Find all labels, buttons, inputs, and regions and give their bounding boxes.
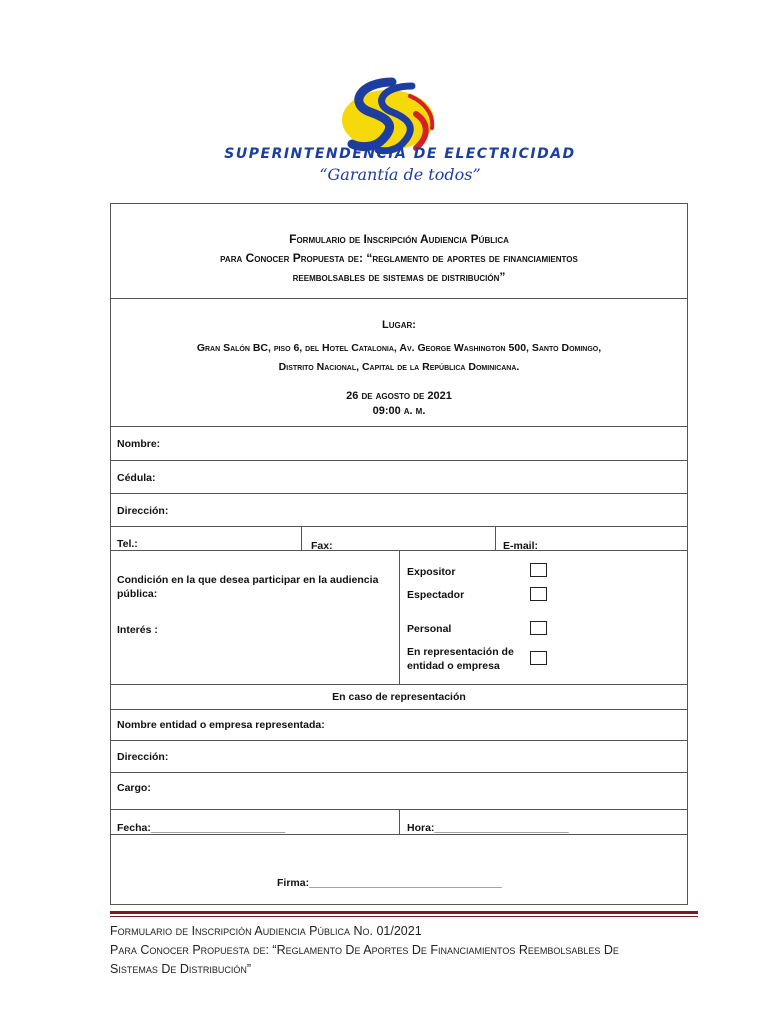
form-title-line3: reembolsables de sistemas de distribución” — [292, 270, 506, 284]
organization-name: SUPERINTENDENCIA DE ELECTRICIDAD — [224, 146, 576, 162]
cargo-field[interactable]: Cargo: — [117, 782, 151, 794]
expositor-option-label: Expositor — [407, 566, 456, 578]
event-time-text: 09:00 a. m. — [372, 405, 426, 417]
espectador-checkbox[interactable] — [530, 587, 547, 601]
representation-heading: En caso de representación — [332, 691, 466, 703]
divider — [111, 298, 687, 299]
representacion-option-label: En representación de entidad o empresa — [407, 646, 514, 672]
fax-field[interactable]: Fax: — [311, 540, 333, 552]
form-title — [111, 230, 687, 287]
cedula-field[interactable]: Cédula: — [117, 472, 156, 484]
nombre-field[interactable]: Nombre: — [117, 438, 161, 450]
venue-line2: Distrito Nacional, Capital de la República Dominicana. — [278, 361, 520, 373]
venue-label: Lugar: — [382, 319, 416, 331]
divider — [111, 684, 687, 685]
form-title-line1: Formulario de Inscripción Audiencia Pública — [289, 232, 509, 246]
divider — [111, 834, 687, 835]
divider — [495, 526, 496, 550]
personal-checkbox[interactable] — [530, 621, 547, 635]
direccion-field[interactable]: Dirección: — [117, 505, 169, 517]
entity-direccion-field[interactable]: Dirección: — [117, 751, 169, 763]
entity-name-field[interactable]: Nombre entidad o empresa representada: — [117, 719, 325, 731]
footer — [110, 922, 700, 979]
fecha-field[interactable]: Fecha:_______________________ — [117, 822, 286, 834]
divider — [111, 493, 687, 494]
divider — [111, 772, 687, 773]
event-date-text: 26 de agosto de 2021 — [346, 390, 452, 402]
venue-section — [111, 316, 687, 377]
form-title-line2: para Conocer Propuesta de: “reglamento de aportes de financiamientos — [220, 251, 578, 265]
tel-field[interactable]: Tel.: — [117, 538, 138, 550]
registration-form — [110, 203, 688, 905]
event-date — [111, 389, 687, 419]
superintendencia-logo-icon — [330, 74, 450, 156]
divider — [111, 709, 687, 710]
representacion-checkbox[interactable] — [530, 651, 547, 665]
divider — [111, 426, 687, 427]
divider — [111, 526, 687, 527]
signature-section — [110, 809, 688, 905]
firma-field[interactable]: Firma:_________________________________ — [277, 877, 502, 889]
condicion-label: Condición en la que desea participar en la audiencia pública: — [117, 574, 379, 600]
divider — [111, 460, 687, 461]
footer-rule — [110, 911, 698, 914]
footer-line1: Formulario de Inscripción Audiencia Pública No. 01/2021 — [110, 924, 422, 938]
divider — [399, 810, 400, 834]
interes-label: Interés : — [117, 624, 158, 636]
divider — [111, 740, 687, 741]
organization-tagline: “Garantía de todos” — [319, 165, 481, 184]
divider — [399, 550, 400, 684]
espectador-option-label: Espectador — [407, 589, 465, 601]
expositor-checkbox[interactable] — [530, 563, 547, 577]
email-field[interactable]: E-mail: — [503, 540, 539, 552]
personal-option-label: Personal — [407, 623, 452, 635]
hora-field[interactable]: Hora:_______________________ — [407, 822, 569, 834]
footer-rule-thin — [110, 916, 698, 917]
divider — [301, 526, 302, 550]
venue-line1: Gran Salón BC, piso 6, del Hotel Catalonia, Av. George Washington 500, Santo Domingo, — [196, 342, 602, 354]
footer-line3: Sistemas De Distribución” — [110, 962, 252, 976]
footer-line2: Para Conocer Propuesta de: “Reglamento De Aportes De Financiamientos Reembolsables De — [110, 943, 619, 957]
